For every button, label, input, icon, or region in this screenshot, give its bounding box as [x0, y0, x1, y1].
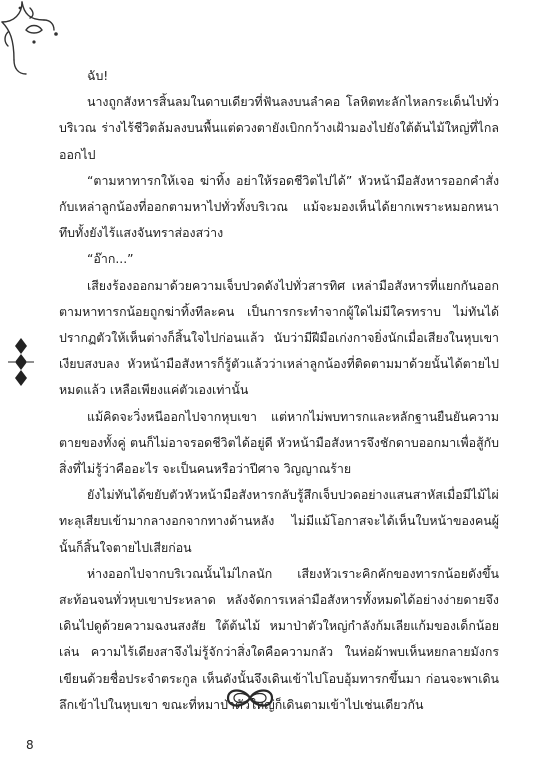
paragraph: “ตามหาทารกให้เจอ ฆ่าทิ้ง อย่าให้รอดชีวิตไปได้” หัวหน้ามือสังหารออกคำสั่งกับเหล่าลูกน้องที่ออกตามหาไปทั่วทั้งบริเวณ แม้จะมองเห็นได้ยากเพราะหมอกหนาทึบทั้งยังไร้แสงจันทราส่องสว่าง [59, 172, 499, 241]
paragraph: ยังไม่ทันได้ขยับตัวหัวหน้ามือสังหารกลับรู้สึกเจ็บปวดอย่างแสนสาหัสเมื่อมีไม้ไผ่ทะลุเสียบเข้ามากลางอกจากทางด้านหลัง ไม่มีแม้โอกาสจะได้เห็นใบหน้าของคนผู้นั้นก็สิ้นใจตายไปเสียก่อน [59, 487, 499, 555]
diamond-stack-ornament-icon [6, 338, 36, 386]
paragraph: เสียงร้องออกมาด้วยความเจ็บปวดดังไปทั่วสารทิศ เหล่ามือสังหารที่แยกกันออกตามหาทารกน้อยถูกฆ่าทิ้งทีละคน เป็นการกระทำจากผู้ใดไม่มีใครทราบ ไม่ทันได้ปรากฏตัวให้เห็นต่างก็สิ้นใจไปก่อนแล้ว นับว่ามีฝีมือเก่งกาจยิ่งนักเมื่อเสียงในหุบเขาเงียบสงบลง หัวหน้ามือสังหารก็รู้ตัวแล้วว่าเหล่าลูกน้องที่ติดตามมาด้วยนั้นได้ตายไปหมดแล้ว เหลือเพียงแค่ตัวเองเท่านั้น [59, 277, 499, 398]
body-text [59, 63, 499, 718]
paragraph: “อ๊าก...” [87, 251, 134, 267]
paragraph: นางถูกสังหารสิ้นลมในดาบเดียวที่ฟันลงบนลำคอ โลหิตทะลักไหลกระเด็นไปทั่วบริเวณ ร่างไร้ชีวิตล้มลงบนพื้นแต่ดวงตายังเบิกกว้างเฝ้ามองไปยังใต้ต้นไม้ใหญ่ที่ไกลออกไป [59, 94, 499, 162]
knot-ornament-icon [222, 684, 278, 712]
page-number: 8 [26, 738, 34, 752]
paragraph: แม้คิดจะวิ่งหนีออกไปจากหุบเขา แต่หากไม่พบทารกและหลักฐานยืนยันความตายของทั้งคู่ ตนก็ไม่อาจรอดชีวิตได้อยู่ดี หัวหน้ามือสังหารจึงชักดาบออกมาเพื่อสู้กับสิ่งที่ไม่รู้ว่าคืออะไร จะเป็นคนหรือว่าปีศาจ วิญญาณร้าย [59, 408, 499, 477]
paragraph: ห่างออกไปจากบริเวณนั้นไม่ไกลนัก เสียงหัวเราะคิกคักของทารกน้อยดังขึ้นสะท้อนจนทั่วหุบเขาประหลาด หลังจัดการเหล่ามือสังหารทั้งหมดได้อย่างง่ายดายจึงเดินไปดูด้วยความฉงนสงสัย ใต้ต้นไม้ หมาป่าตัวใหญ่กำลังก้มเลียแก้มของเด็กน้อยเล่น ความไร้เดียงสาจึงไม่รู้จักว่าสิ่งใดคือความกลัว ในห่อผ้าพบเห็นหยกลายมังกรเขียนด้วยชื่อประจำตระกูล เห็นดังนั้นจึงเดินเข้าไปโอบอุ้มทารกขึ้นมา ก่อนจะพาเดินลึกเข้าไปในหุบเขา ขณะที่หมาป่าตัวใหญ่ก็เดินตามเข้าไปเช่นเดียวกัน [59, 565, 499, 712]
paragraph: ฉับ! [87, 68, 109, 83]
